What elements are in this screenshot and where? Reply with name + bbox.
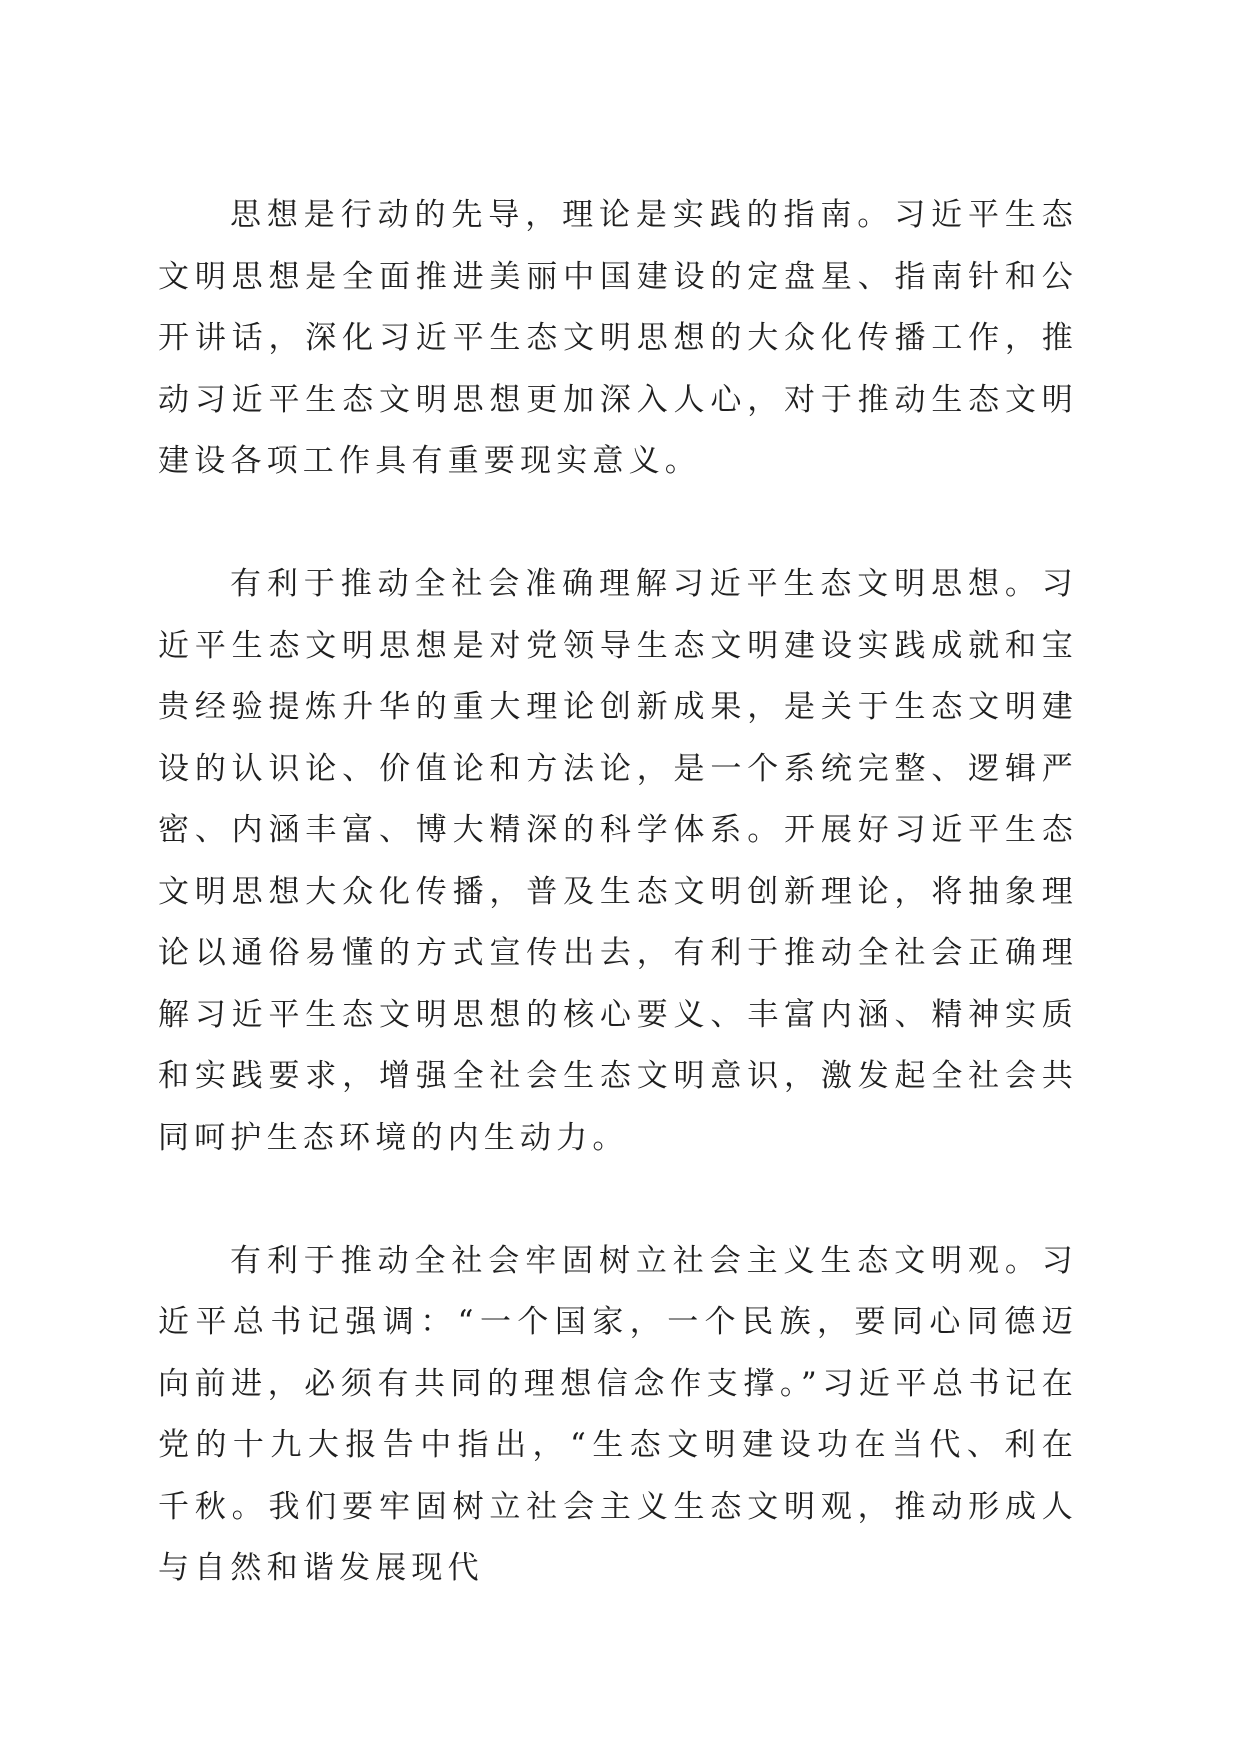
document-body (158, 185, 1078, 1600)
paragraph-2: 有利于推动全社会准确理解习近平生态文明思想。习近平生态文明思想是对党领导生态文明建设实践成就和宝贵经验提炼升华的重大理论创新成果，是关于生态文明建设的认识论、价值论和方法论，是一个系统完整、逻辑严密、内涵丰富、博大精深的科学体系。开展好习近平生态文明思想大众化传播，普及生态文明创新理论，将抽象理论以通俗易懂的方式宣传出去，有利于推动全社会正确理解习近平生态文明思想的核心要义、丰富内涵、精神实质和实践要求，增强全社会生态文明意识，激发起全社会共同呵护生态环境的内生动力。 (158, 566, 1078, 1156)
paragraph-3: 有利于推动全社会牢固树立社会主义生态文明观。习近平总书记强调：“一个国家，一个民族，要同心同德迈向前进，必须有共同的理想信念作支撑。”习近平总书记在党的十九大报告中指出，“生态文明建设功在当代、利在千秋。我们要牢固树立社会主义生态文明观，推动形成人与自然和谐发展现代 (158, 1242, 1078, 1586)
paragraph-1: 思想是行动的先导，理论是实践的指南。习近平生态文明思想是全面推进美丽中国建设的定盘星、指南针和公开讲话，深化习近平生态文明思想的大众化传播工作，推动习近平生态文明思想更加深入人心，对于推动生态文明建设各项工作具有重要现实意义。 (158, 197, 1078, 479)
